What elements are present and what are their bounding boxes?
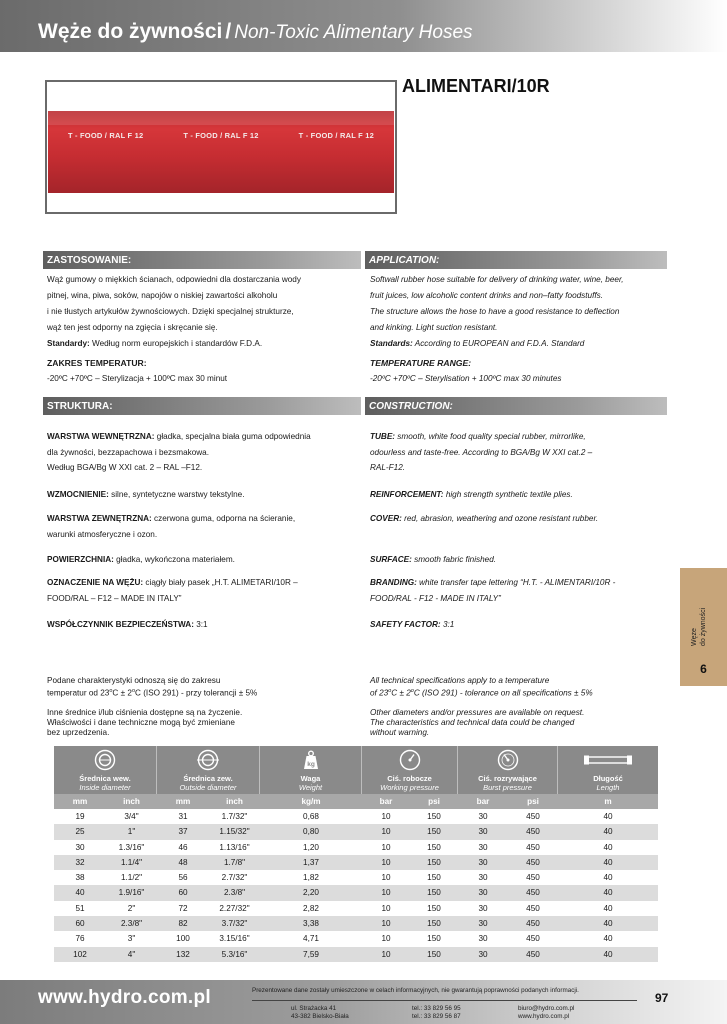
table-cell: 30 bbox=[478, 827, 488, 837]
table-cell: 10 bbox=[381, 842, 391, 852]
tube-pl: WARSTWA WEWNĘTRZNA: gładka, specjalna biała guma odpowiednia dla żywności, bezzapachowa i bezsmakowa. Według BGA/Bg W XXI cat. 2 – RAL –F12. bbox=[47, 432, 311, 472]
table-cell: 30 bbox=[478, 949, 488, 959]
unit-cell: mm bbox=[72, 797, 88, 806]
table-cell: 450 bbox=[526, 888, 540, 898]
temperature-pl: ZAKRES TEMPERATUR: -20ºC +70ºC – Sterylizacja + 100ºC max 30 minut bbox=[47, 358, 228, 383]
header-outside-diameter: Średnica zew. Outside diameter bbox=[157, 746, 260, 794]
table-body bbox=[54, 809, 658, 962]
table-row bbox=[54, 855, 658, 870]
reinforcement-en: REINFORCEMENT: high strength synthetic textile plies. bbox=[370, 490, 573, 499]
table-row bbox=[54, 824, 658, 839]
availability-note-pl: Inne średnice i/lub ciśnienia dostępne są na życzenie. Właściwości i dane techniczne mogą być zmieniane bez uprzedzenia. bbox=[47, 708, 243, 738]
table-cell: 1.7/32" bbox=[221, 812, 248, 821]
unit-cell: mm bbox=[175, 797, 191, 806]
unit-cell: kg/m bbox=[301, 797, 321, 806]
table-cell: 3" bbox=[127, 934, 136, 944]
section-bar-application-en: APPLICATION: bbox=[365, 251, 667, 269]
table-cell: 1.1/2" bbox=[120, 873, 143, 883]
table-cell: 2" bbox=[127, 903, 136, 913]
application-text-pl: Wąż gumowy o miękkich ścianach, odpowiedni dla dostarczania wody pitnej, wina, piwa, soków, napojów o niskiej zawartości alkoholu i nie tłustych artykułów żywnościowych. Dzięki specjalnej strukturze, wąż ten jest odporny na zgięcia i skręcanie się. Standardy: Według norm europejskich i standardów F.D.A. bbox=[47, 275, 301, 348]
table-header bbox=[54, 746, 658, 794]
table-cell: 450 bbox=[526, 873, 540, 883]
table-cell: 40 bbox=[603, 873, 613, 883]
table-cell: 1.15/32" bbox=[219, 827, 250, 837]
table-cell: 30 bbox=[478, 888, 488, 898]
title-english: Non-Toxic Alimentary Hoses bbox=[234, 22, 473, 43]
table-cell: 132 bbox=[176, 949, 190, 959]
table-cell: 102 bbox=[73, 949, 87, 959]
table-cell: 150 bbox=[427, 842, 441, 852]
table-row bbox=[54, 840, 658, 855]
table-row bbox=[54, 931, 658, 946]
contact-links bbox=[518, 1005, 574, 1021]
table-cell: 2.27/32" bbox=[219, 903, 250, 913]
safety-factor-en: SAFETY FACTOR: 3:1 bbox=[370, 620, 455, 629]
table-cell: 30 bbox=[478, 812, 488, 821]
table-cell: 2.7/32" bbox=[221, 873, 248, 883]
table-cell: 38 bbox=[75, 873, 85, 883]
table-cell: 150 bbox=[427, 827, 441, 837]
table-cell: 10 bbox=[381, 903, 391, 913]
table-cell: 46 bbox=[178, 842, 188, 852]
tube-en: TUBE: smooth, white food quality special rubber, mirrorlike, odourless and taste-free. According to BGA/Bg W XXI cat.2 – RAL-F12. bbox=[370, 432, 593, 472]
table-cell: 30 bbox=[478, 903, 488, 913]
branding-en: BRANDING: white transfer tape lettering “H.T. - ALIMENTARI/10R - FOOD/RAL - F12 - MADE IN ITALY” bbox=[370, 578, 616, 603]
table-cell: 1.7/8" bbox=[223, 857, 246, 867]
table-cell: 10 bbox=[381, 857, 391, 867]
inner-diameter-icon bbox=[93, 749, 117, 771]
table-cell: 40 bbox=[603, 949, 613, 959]
phone-numbers: tel.: 33 829 56 95 tel.: 33 829 56 87 bbox=[412, 1005, 461, 1020]
spec-table bbox=[54, 746, 658, 962]
hose-marking-stripe bbox=[48, 131, 394, 142]
cover-pl: WARSTWA ZEWNĘTRZNA: czerwona guma, odporna na ścieranie, warunki atmosferyczne i ozon. bbox=[47, 514, 296, 539]
weight-icon bbox=[299, 749, 323, 771]
table-cell: 40 bbox=[75, 888, 85, 898]
table-cell: 40 bbox=[603, 903, 613, 913]
table-row bbox=[54, 885, 658, 900]
unit-cell: bar bbox=[379, 797, 393, 806]
table-cell: 30 bbox=[478, 857, 488, 867]
table-cell: 30 bbox=[478, 919, 488, 929]
unit-cell: bar bbox=[476, 797, 490, 806]
table-row bbox=[54, 870, 658, 885]
table-cell: 60 bbox=[178, 888, 188, 898]
table-cell: 82 bbox=[178, 919, 188, 929]
table-cell: 60 bbox=[75, 919, 85, 929]
unit-cell: psi bbox=[527, 797, 539, 806]
availability-note-en: Other diameters and/or pressures are available on request. The characteristics and technical data could be changed without warning. bbox=[370, 708, 585, 738]
table-cell: 32 bbox=[75, 857, 85, 867]
table-row bbox=[54, 947, 658, 962]
application-text-en: Softwall rubber hose suitable for delivery of drinking water, wine, beer, fruit juices, low alcoholic content drinks and non–fatty foodstuffs. The structure allows the hose to have a good resistance to deflection and kinking. Light suction resistant. Standards: According to EUROPEAN and F.D.A. Standard bbox=[370, 275, 624, 348]
table-cell: 450 bbox=[526, 903, 540, 913]
table-cell: 2.3/8" bbox=[120, 919, 143, 929]
table-cell: 30 bbox=[478, 873, 488, 883]
table-cell: 2.3/8" bbox=[223, 888, 246, 898]
table-cell: 1,20 bbox=[303, 842, 319, 852]
table-cell: 0,68 bbox=[303, 812, 319, 821]
table-cell: 1.1/4" bbox=[120, 857, 143, 867]
table-cell: 150 bbox=[427, 919, 441, 929]
table-cell: 72 bbox=[178, 903, 188, 913]
table-cell: 48 bbox=[178, 857, 188, 867]
section-bar-application-pl: ZASTOSOWANIE: bbox=[43, 251, 361, 269]
section-bar-construction-pl: STRUKTURA: bbox=[43, 397, 361, 415]
page-header bbox=[0, 0, 727, 52]
table-cell: 2,20 bbox=[303, 888, 319, 898]
unit-cell: psi bbox=[428, 797, 440, 806]
table-cell: 1,82 bbox=[303, 873, 319, 883]
header-length: Długość Length bbox=[558, 746, 658, 794]
table-cell: 40 bbox=[603, 827, 613, 837]
table-cell: 150 bbox=[427, 873, 441, 883]
table-cell: 150 bbox=[427, 934, 441, 944]
burst-gauge-icon bbox=[496, 749, 520, 771]
table-cell: 450 bbox=[526, 857, 540, 867]
table-cell: 40 bbox=[603, 812, 613, 821]
disclaimer: Prezentowane dane zostały umieszczone w celach informacyjnych, nie gwarantują poprawności podanych informacji. bbox=[252, 987, 579, 994]
hose-marking-text: T - FOOD / RAL F 12 bbox=[183, 131, 259, 140]
website-link-small[interactable]: www.hydro.com.pl bbox=[518, 1013, 570, 1020]
surface-en: SURFACE: smooth fabric finished. bbox=[370, 555, 497, 564]
table-cell: 10 bbox=[381, 949, 391, 959]
hose-marking-text: T - FOOD / RAL F 12 bbox=[298, 131, 374, 140]
table-cell: 10 bbox=[381, 919, 391, 929]
unit-cell: inch bbox=[226, 797, 243, 806]
table-cell: 1.9/16" bbox=[118, 888, 145, 898]
table-cell: 25 bbox=[75, 827, 85, 837]
table-cell: 10 bbox=[381, 873, 391, 883]
table-cell: 150 bbox=[427, 888, 441, 898]
outer-diameter-icon bbox=[196, 749, 220, 771]
header-working-pressure: Ciś. robocze Working pressure bbox=[362, 746, 458, 794]
product-code: ALIMENTARI/10R bbox=[402, 76, 550, 96]
header-weight: kg Waga Weight bbox=[260, 746, 362, 794]
title-separator: / bbox=[225, 20, 232, 43]
table-cell: 450 bbox=[526, 842, 540, 852]
page-number: 97 bbox=[655, 991, 669, 1005]
table-cell: 19 bbox=[75, 812, 85, 821]
chapter-tab-label: Węże do żywności bbox=[691, 607, 707, 646]
table-units-row bbox=[54, 794, 658, 809]
table-cell: 10 bbox=[381, 812, 391, 821]
table-row bbox=[54, 901, 658, 916]
table-cell: 40 bbox=[603, 919, 613, 929]
reinforcement-pl: WZMOCNIENIE: silne, syntetyczne warstwy tekstylne. bbox=[47, 490, 245, 499]
hose-photo bbox=[45, 80, 397, 214]
header-burst-pressure: Ciś. rozrywające Burst pressure bbox=[458, 746, 558, 794]
branding-pl: OZNACZENIE NA WĘŻU: ciągły biały pasek „H.T. ALIMETARI/10R – FOOD/RAL – F12 – MADE IN ITALY” bbox=[47, 578, 298, 603]
hose-marking-text: T - FOOD / RAL F 12 bbox=[67, 131, 144, 140]
table-cell: 150 bbox=[427, 812, 441, 821]
spec-note-pl: Podane charakterystyki odnoszą się do zakresu temperatur od $23^oC \pm 2^oC$ (ISO 291) - przy tolerancji ± 5% bbox=[47, 676, 258, 698]
table-cell: 3.7/32" bbox=[221, 919, 248, 929]
table-cell: 450 bbox=[526, 949, 540, 959]
table-cell: 40 bbox=[603, 934, 613, 944]
table-cell: 1.3/16" bbox=[118, 842, 145, 852]
table-cell: 1" bbox=[127, 827, 136, 837]
chapter-number: 6 bbox=[700, 662, 707, 676]
table-cell: 2,82 bbox=[303, 903, 319, 913]
table-cell: 150 bbox=[427, 903, 441, 913]
table-cell: 150 bbox=[427, 857, 441, 867]
table-cell: 7,59 bbox=[303, 949, 319, 959]
table-cell: 1,37 bbox=[303, 857, 319, 867]
hose-length-icon bbox=[582, 749, 634, 771]
website-link[interactable]: www.hydro.com.pl bbox=[38, 987, 211, 1008]
table-cell: 3.15/16" bbox=[219, 934, 250, 944]
spec-note-en: All technical specifications apply to a temperature of $23^oC \pm 2^oC$ (ISO 291) - tolerance on all specifications ± 5% bbox=[370, 676, 593, 698]
section-bar-construction-en: CONSTRUCTION: bbox=[365, 397, 667, 415]
address: ul. Strażacka 41 43-382 Bielsko-Biała bbox=[291, 1005, 349, 1020]
table-cell: 450 bbox=[526, 827, 540, 837]
table-cell: 450 bbox=[526, 934, 540, 944]
table-cell: 30 bbox=[75, 842, 85, 852]
table-cell: 450 bbox=[526, 812, 540, 821]
table-cell: 0,80 bbox=[303, 827, 319, 837]
table-cell: 40 bbox=[603, 842, 613, 852]
table-cell: 5.3/16" bbox=[221, 949, 248, 959]
red-hose-image bbox=[48, 111, 394, 193]
unit-cell: m bbox=[604, 797, 612, 806]
table-cell: 30 bbox=[478, 934, 488, 944]
table-cell: 10 bbox=[381, 888, 391, 898]
title-polish: Węże do żywności bbox=[38, 20, 223, 43]
page-footer bbox=[0, 980, 727, 1024]
table-cell: 1.13/16" bbox=[219, 842, 250, 852]
cover-en: COVER: red, abrasion, weathering and ozone resistant rubber. bbox=[370, 514, 599, 523]
table-row bbox=[54, 809, 658, 824]
table-cell: 40 bbox=[603, 857, 613, 867]
table-cell: 10 bbox=[381, 827, 391, 837]
table-cell: 3/4" bbox=[124, 812, 139, 821]
table-cell: 51 bbox=[75, 903, 85, 913]
temperature-en: TEMPERATURE RANGE: -20ºC +70ºC – Sterylisation + 100ºC max 30 minutes bbox=[370, 358, 562, 383]
header-inside-diameter: Średnica wew. Inside diameter bbox=[54, 746, 157, 794]
table-cell: 150 bbox=[427, 949, 441, 959]
svg-text:kg: kg bbox=[306, 761, 315, 768]
table-cell: 3,38 bbox=[303, 919, 319, 929]
table-cell: 37 bbox=[178, 827, 188, 837]
footer-divider bbox=[252, 1000, 637, 1001]
table-cell: 76 bbox=[75, 934, 85, 944]
table-cell: 40 bbox=[603, 888, 613, 898]
table-cell: 56 bbox=[178, 873, 188, 883]
safety-factor-pl: WSPÓŁCZYNNIK BEZPIECZEŃSTWA: 3:1 bbox=[47, 620, 208, 629]
chapter-tab[interactable] bbox=[680, 568, 727, 686]
table-cell: 4,71 bbox=[303, 934, 319, 944]
table-cell: 450 bbox=[526, 919, 540, 929]
email-link[interactable]: biuro@hydro.com.pl bbox=[518, 1005, 575, 1012]
table-cell: 30 bbox=[478, 842, 488, 852]
table-cell: 4" bbox=[127, 949, 136, 959]
gauge-icon bbox=[398, 749, 422, 771]
surface-pl: POWIERZCHNIA: gładka, wykończona materiałem. bbox=[47, 555, 235, 564]
unit-cell: inch bbox=[123, 797, 140, 806]
table-cell: 31 bbox=[178, 812, 188, 821]
table-cell: 100 bbox=[176, 934, 190, 944]
table-row bbox=[54, 916, 658, 931]
page-title bbox=[38, 20, 473, 44]
table-cell: 10 bbox=[381, 934, 391, 944]
